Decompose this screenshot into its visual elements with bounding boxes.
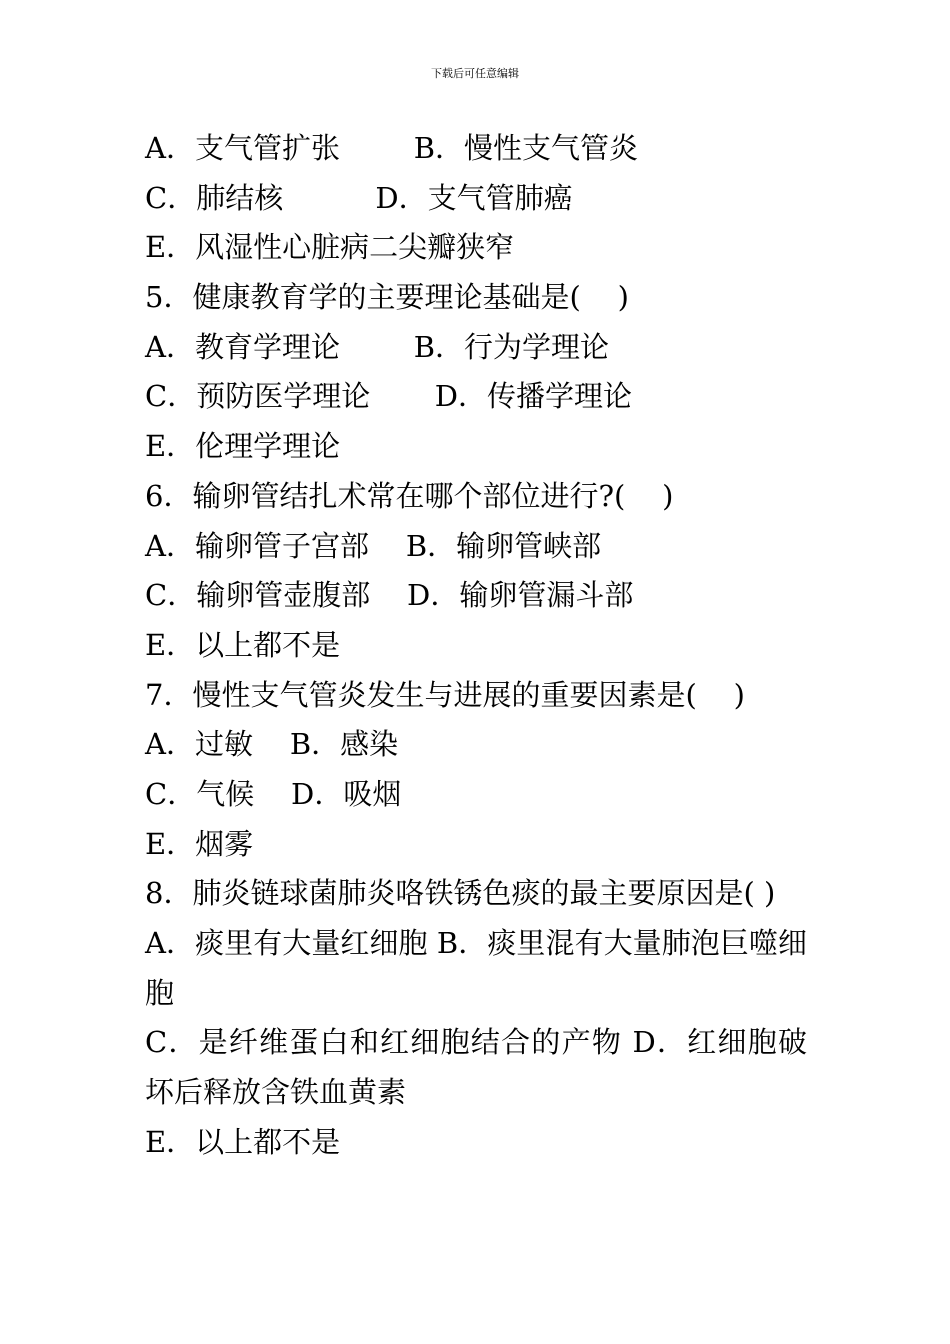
q7-option-c-d: C．气候 D．吸烟 [145, 776, 402, 811]
question-6: 6．输卵管结扎术常在哪个部位进行?( ) [145, 478, 674, 513]
q5-option-c-d: C．预防医学理论 D．传播学理论 [145, 379, 632, 414]
q4-option-e: E．风湿性心脏病二尖瓣狭窄 [145, 230, 515, 265]
q8-option-a-b: A．痰里有大量红细胞 B．痰里混有大量肺泡巨噬细胞 [145, 926, 807, 1010]
q4-option-c-d: C．肺结核 D．支气管肺癌 [145, 180, 573, 215]
question-5: 5．健康教育学的主要理论基础是( ) [145, 280, 629, 315]
question-7: 7．慢性支气管炎发生与进展的重要因素是( ) [145, 677, 745, 712]
page-header: 下载后可任意编辑 [431, 67, 519, 80]
q6-option-c-d: C．输卵管壶腹部 D．输卵管漏斗部 [145, 578, 634, 613]
q5-option-a-b: A．教育学理论 B．行为学理论 [145, 329, 610, 364]
q5-option-e: E．伦理学理论 [145, 429, 341, 464]
q6-option-a-b: A．输卵管子宫部 B．输卵管峡部 [145, 528, 602, 563]
q7-option-a-b: A．过敏 B．感染 [145, 727, 399, 762]
q6-option-e: E．以上都不是 [145, 627, 341, 662]
q7-option-e: E．烟雾 [145, 826, 254, 861]
q8-option-e: E．以上都不是 [145, 1124, 341, 1159]
q4-option-a-b: A．支气管扩张 B．慢性支气管炎 [145, 131, 639, 165]
q8-option-c-d: C．是纤维蛋白和红细胞结合的产物 D．红细胞破坏后释放含铁血黄素 [145, 1025, 807, 1110]
document-body [145, 124, 807, 1168]
question-8: 8．肺炎链球菌肺炎咯铁锈色痰的最主要原因是( ) [145, 876, 776, 911]
